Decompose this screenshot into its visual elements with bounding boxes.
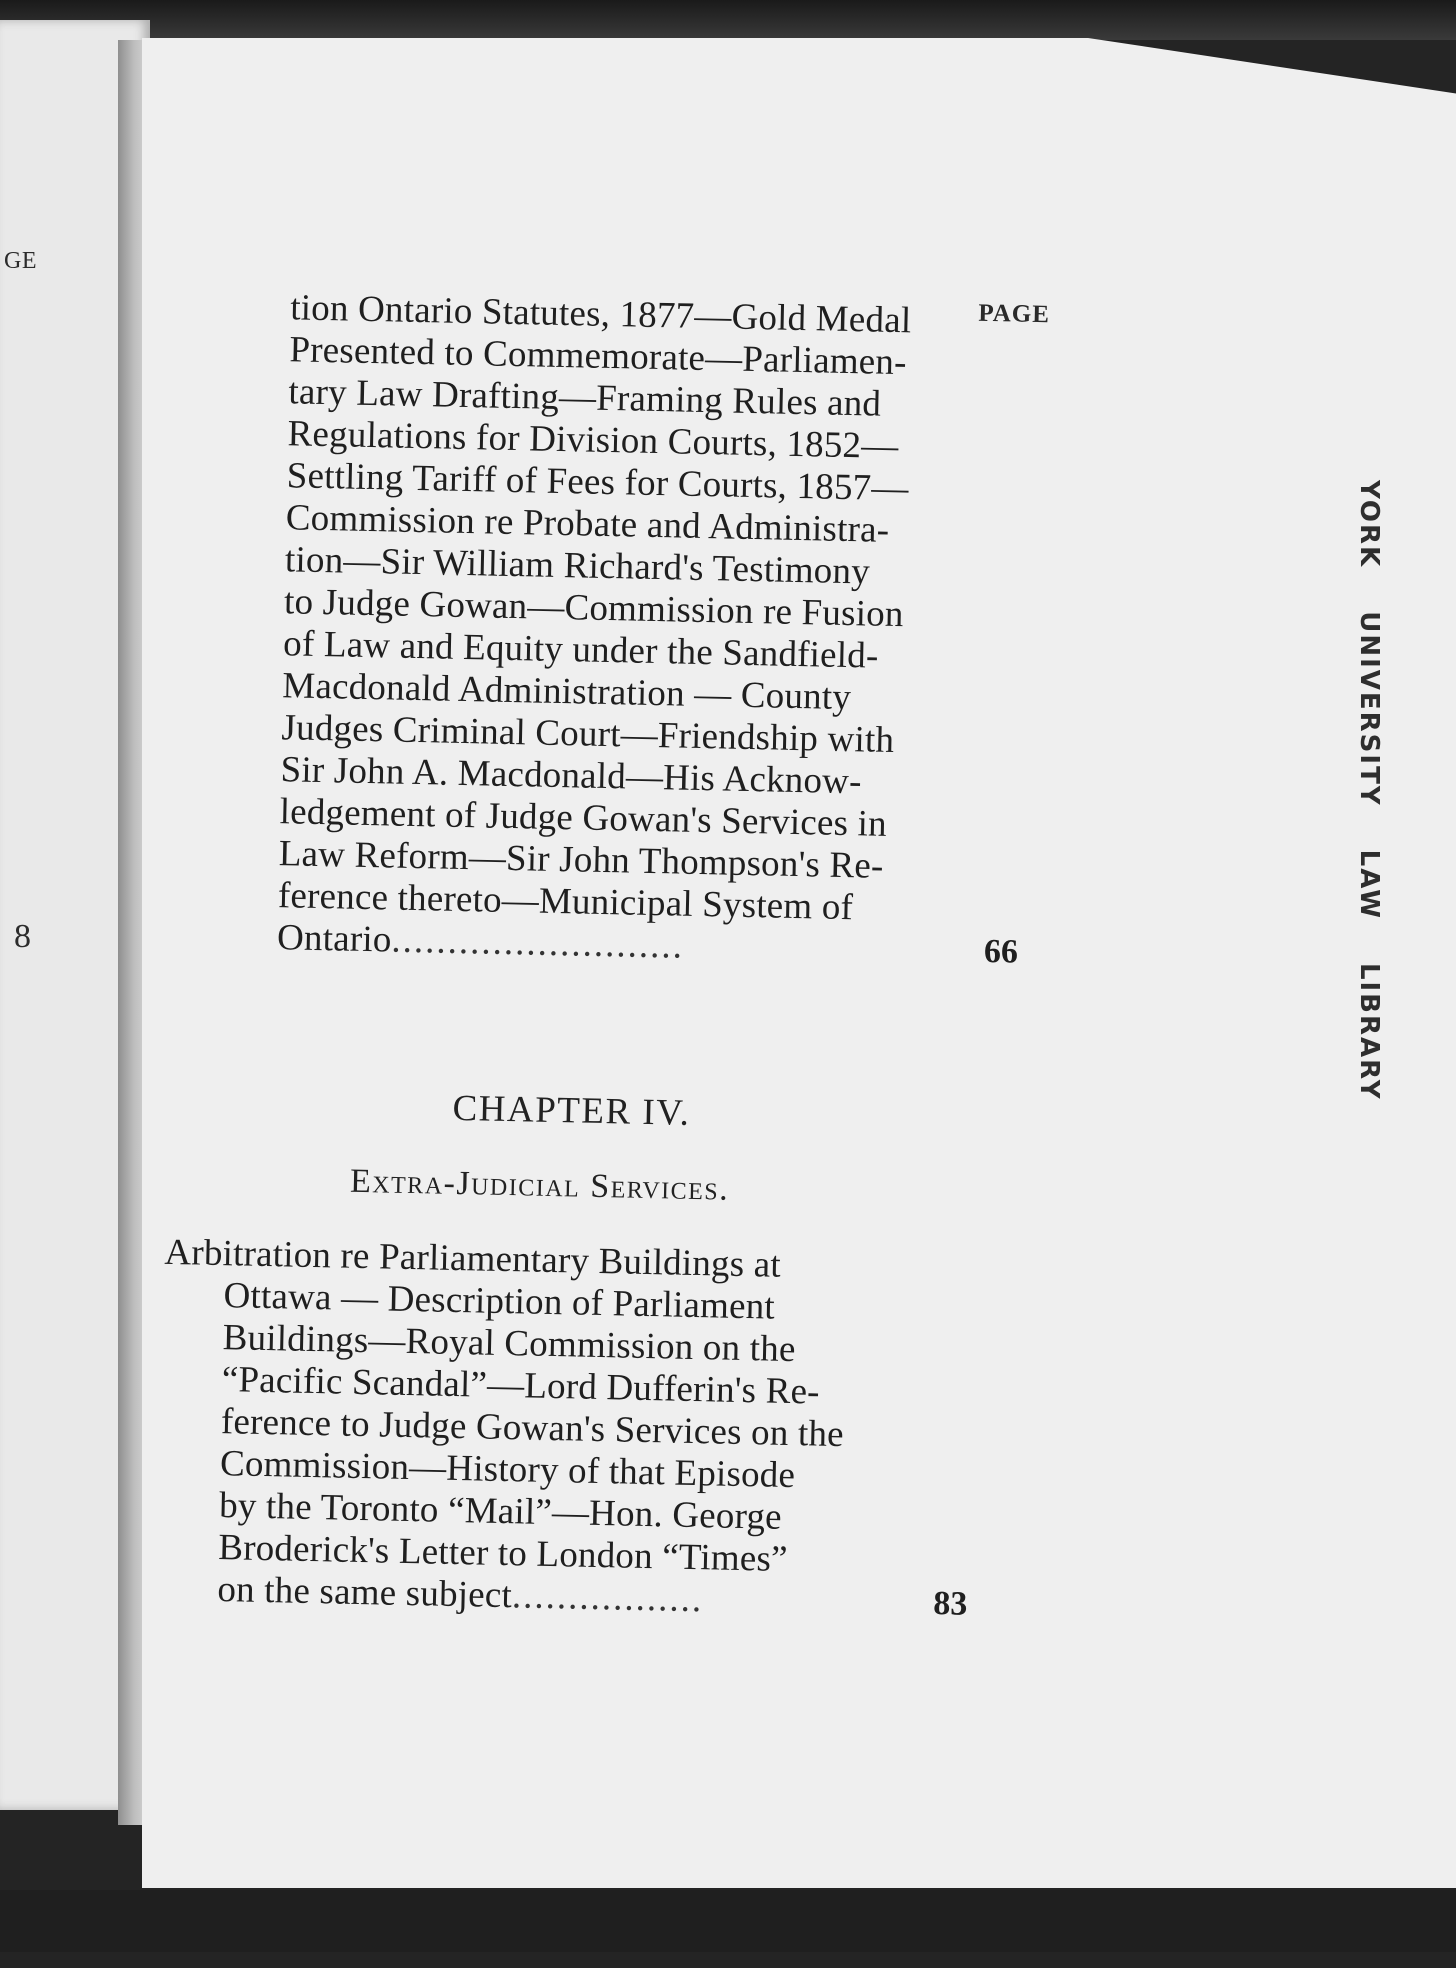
entry-first-line: Arbitration re Parliamentary Buildings at: [164, 1231, 782, 1286]
entry-line: ference thereto—Municipal System of: [277, 875, 854, 929]
entry-last-text: Ontario: [276, 917, 392, 961]
library-stamp-text: YORK UNIVERSITY LAW LIBRARY: [1354, 480, 1384, 1101]
entry-line: Law Reform—Sir John Thompson's Re-: [278, 833, 884, 887]
chapter-subtitle: Extra-Judicial Services.: [349, 1162, 730, 1208]
entry-line: Commission—History of that Episode: [219, 1443, 796, 1497]
entry-line: ledgement of Judge Gowan's Services in: [279, 791, 888, 845]
left-page-number: 8: [14, 918, 31, 955]
entry-line: tion Ontario Statutes, 1877—Gold Medal: [289, 287, 912, 342]
entry-line: Broderick's Letter to London “Times”: [217, 1527, 789, 1580]
chapter-title: CHAPTER IV.: [452, 1087, 691, 1134]
entry-line: ference to Judge Gowan's Services on the: [220, 1401, 845, 1456]
entry-line: Buildings—Royal Commission on the: [222, 1317, 796, 1371]
entry-line: of Law and Equity under the Sandfield-: [282, 623, 879, 677]
entry-line: to Judge Gowan—Commission re Fusion: [283, 581, 905, 636]
entry-last-line: [277, 916, 685, 968]
library-stamp: [1350, 480, 1400, 1160]
entry-line: tary Law Drafting—Framing Rules and: [288, 371, 882, 425]
entry-line: Ottawa — Description of Parliament: [223, 1275, 776, 1328]
entry-line: Sir John A. Macdonald—His Acknow-: [280, 749, 863, 803]
scan-background-bottom: [0, 1890, 1456, 1952]
entry-line: Regulations for Division Courts, 1852—: [287, 413, 899, 468]
entry-line: “Pacific Scandal”—Lord Dufferin's Re-: [221, 1359, 821, 1413]
entry-last-text: on the same subject: [217, 1569, 513, 1617]
entry-line: Macdonald Administration — County: [281, 665, 852, 719]
entry-line: Judges Criminal Court—Friendship with: [281, 707, 895, 762]
left-page-header: GE: [4, 248, 37, 274]
entry-last-line: [217, 1568, 704, 1621]
entry-page-number: 66: [983, 932, 1019, 971]
entry-line: Presented to Commemorate—Parliamen-: [289, 329, 908, 384]
entry-page-number: 83: [932, 1585, 968, 1623]
entry-line: by the Toronto “Mail”—Hon. George: [218, 1485, 783, 1538]
entry-line: Settling Tariff of Fees for Courts, 1857—: [286, 455, 909, 510]
page-column-header: PAGE: [978, 299, 1051, 329]
entry-line: tion—Sir William Richard's Testimony: [284, 539, 871, 593]
entry-line: Commission re Probate and Administra-: [285, 497, 890, 551]
dot-leader: ..........................: [391, 919, 685, 967]
dot-leader: .................: [511, 1575, 704, 1621]
